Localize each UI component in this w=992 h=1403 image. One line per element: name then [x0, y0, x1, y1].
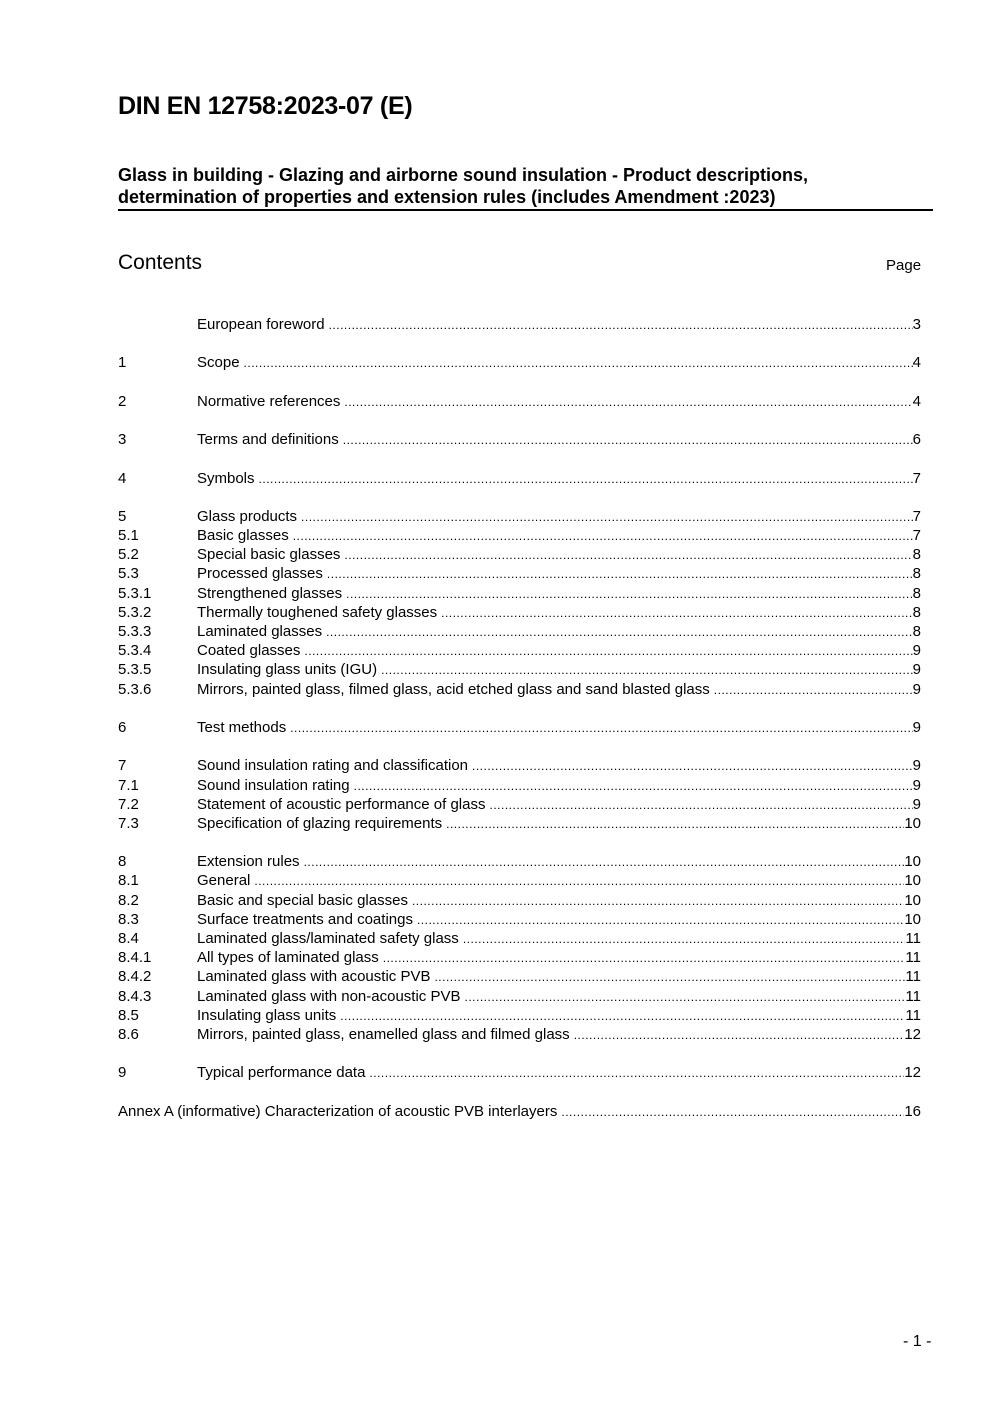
toc-entry-page: 3	[912, 316, 921, 333]
toc-entry[interactable]	[118, 527, 921, 546]
toc-entry-page: 6	[912, 431, 921, 449]
toc-entry-page: 7	[912, 527, 921, 545]
toc-entry-number: 5.3	[118, 565, 139, 583]
toc-entry[interactable]	[118, 1103, 921, 1122]
toc-leader-dots	[326, 625, 913, 639]
toc-entry-page: 9	[912, 776, 921, 794]
toc-leader-dots	[464, 990, 905, 1004]
toc-entry-page: 11	[905, 968, 921, 986]
toc-entry-label: Annex A (informative) Characterization of acoustic PVB interlayers	[118, 1102, 558, 1120]
toc-entry-label: Extension rules	[197, 853, 300, 871]
toc-entry-page: 16	[904, 1102, 921, 1120]
toc-leader-dots	[472, 759, 913, 773]
toc-entry-page: 8	[912, 584, 921, 602]
contents-heading: Contents	[118, 251, 203, 274]
toc-entry-number: 5.1	[118, 527, 139, 545]
page-number: - 1 -	[903, 1333, 932, 1350]
toc-entry-label: European foreword	[197, 316, 325, 333]
toc-entry[interactable]	[118, 757, 921, 776]
toc-entry-number: 5.3.3	[118, 623, 152, 640]
toc-entry-label: Scope	[197, 354, 240, 372]
toc-entry-label: Test methods	[197, 718, 287, 736]
toc-entry[interactable]	[118, 777, 921, 796]
toc-entry-label: Thermally toughened safety glasses	[197, 603, 438, 621]
toc-entry-number: 8.4.1	[118, 949, 152, 967]
toc-entry-page: 4	[912, 354, 921, 372]
toc-entry-label: Laminated glass/laminated safety glass	[197, 930, 459, 947]
document-title	[118, 164, 933, 211]
toc-entry-label: Symbols	[197, 469, 255, 487]
toc-entry-number: 7.3	[118, 814, 139, 832]
toc-entry-number: 5.3.6	[118, 680, 152, 698]
toc-leader-dots	[574, 1028, 905, 1042]
toc-entry-page: 9	[912, 680, 921, 698]
toc-entry-label: Coated glasses	[197, 642, 301, 660]
toc-leader-dots	[304, 644, 912, 658]
toc-leader-dots	[441, 606, 913, 620]
toc-entry-page: 9	[912, 718, 921, 736]
toc-entry-label: Statement of acoustic performance of glass	[197, 795, 486, 813]
toc-leader-dots	[463, 932, 906, 946]
toc-leader-dots	[327, 567, 913, 581]
toc-entry-page: 8	[912, 623, 921, 640]
toc-leader-dots	[293, 529, 913, 543]
toc-entry[interactable]	[118, 1026, 921, 1045]
toc-entry-number: 8.2	[118, 891, 139, 909]
toc-entry[interactable]	[118, 508, 921, 527]
toc-entry-page: 4	[912, 392, 921, 410]
toc-entry-number: 5	[118, 507, 127, 525]
toc-entry[interactable]	[118, 815, 921, 834]
toc-entry-number: 6	[118, 718, 127, 736]
toc-entry-page: 8	[912, 603, 921, 621]
toc-leader-dots	[369, 1066, 904, 1080]
toc-entry-number: 8.4.3	[118, 987, 152, 1005]
toc-entry-label: Glass products	[197, 507, 298, 525]
toc-leader-dots	[346, 587, 913, 601]
toc-entry[interactable]	[118, 872, 921, 891]
toc-entry-label: Sound insulation rating and classification	[197, 757, 469, 775]
toc-entry-label: Basic glasses	[197, 527, 289, 545]
toc-entry[interactable]	[118, 354, 921, 373]
document-title-line-1: Glass in building - Glazing and airborne sound insulation - Product descriptions,	[118, 165, 809, 185]
toc-entry-page: 7	[912, 469, 921, 487]
toc-entry[interactable]	[118, 585, 921, 604]
toc-entry[interactable]	[118, 892, 921, 911]
toc-entry-number: 8.3	[118, 910, 139, 928]
toc-entry-number: 8.4.2	[118, 968, 152, 986]
toc-entry[interactable]	[118, 1064, 921, 1083]
toc-leader-dots	[714, 683, 913, 697]
toc-entry-label: Basic and special basic glasses	[197, 891, 408, 909]
toc-entry-page: 11	[905, 1006, 921, 1024]
toc-entry-page: 8	[912, 546, 921, 564]
toc-entry-number: 8.1	[118, 872, 139, 890]
toc-entry-label: Laminated glass with non-acoustic PVB	[197, 987, 461, 1005]
toc-leader-dots	[343, 433, 913, 447]
toc-entry[interactable]	[118, 796, 921, 815]
toc-entry-number: 5.3.4	[118, 642, 152, 660]
toc-entry-number: 5.3.5	[118, 661, 152, 679]
toc-entry-label: Normative references	[197, 392, 341, 410]
toc-leader-dots	[304, 855, 905, 869]
toc-entry-page: 11	[905, 987, 921, 1005]
toc-entry-page: 9	[912, 795, 921, 813]
toc-entry-label: Processed glasses	[197, 565, 323, 583]
toc-entry-number: 1	[118, 354, 127, 372]
toc-entry-page: 9	[912, 757, 921, 775]
toc-entry[interactable]	[118, 565, 921, 584]
toc-entry-page: 7	[912, 507, 921, 525]
toc-leader-dots	[344, 548, 912, 562]
toc-entry-number: 9	[118, 1064, 127, 1082]
toc-entry[interactable]	[118, 470, 921, 489]
toc-entry[interactable]	[118, 604, 921, 623]
toc-leader-dots	[412, 894, 904, 908]
toc-entry-page: 9	[912, 661, 921, 679]
toc-entry-label: Strengthened glasses	[197, 584, 343, 602]
toc-entry-number: 5.3.2	[118, 603, 152, 621]
toc-entry[interactable]	[118, 623, 921, 642]
toc-leader-dots	[290, 721, 912, 735]
toc-entry-number: 8.5	[118, 1006, 139, 1024]
toc-entry-page: 11	[905, 949, 921, 967]
toc-entry-page: 8	[912, 565, 921, 583]
toc-entry-page: 10	[904, 910, 921, 928]
toc-entry[interactable]	[118, 393, 921, 412]
page-column-label: Page	[886, 257, 922, 274]
toc-entry[interactable]	[118, 988, 921, 1007]
toc-entry-number: 5.3.1	[118, 584, 152, 602]
toc-entry-label: Typical performance data	[197, 1064, 366, 1082]
toc-entry-page: 10	[904, 853, 921, 871]
toc-entry-number: 8.6	[118, 1025, 139, 1043]
table-of-contents	[118, 316, 921, 1122]
toc-leader-dots	[259, 472, 913, 486]
toc-leader-dots	[340, 1009, 905, 1023]
toc-entry[interactable]	[118, 316, 921, 335]
toc-entry[interactable]	[118, 431, 921, 450]
toc-leader-dots	[381, 663, 913, 677]
toc-entry-label: General	[197, 872, 251, 890]
toc-entry-label: Specification of glazing requirements	[197, 814, 443, 832]
toc-leader-dots	[417, 913, 904, 927]
toc-entry-number: 7.2	[118, 795, 139, 813]
toc-entry-number: 8.4	[118, 930, 139, 947]
toc-entry-page: 10	[904, 814, 921, 832]
toc-entry[interactable]	[118, 911, 921, 930]
document-title-line-2: determination of properties and extension rules (includes Amendment :2023)	[118, 187, 776, 207]
toc-entry-label: Laminated glasses	[197, 623, 323, 640]
toc-leader-dots	[354, 779, 913, 793]
toc-entry[interactable]	[118, 968, 921, 987]
toc-leader-dots	[446, 817, 904, 831]
toc-leader-dots	[329, 318, 913, 332]
toc-entry[interactable]	[118, 853, 921, 872]
toc-entry-number: 5.2	[118, 546, 139, 564]
toc-entry-page: 12	[904, 1025, 921, 1043]
toc-leader-dots	[383, 951, 906, 965]
toc-entry-label: Terms and definitions	[197, 431, 339, 449]
toc-entry-page: 9	[912, 642, 921, 660]
toc-entry-number: 2	[118, 392, 127, 410]
toc-leader-dots	[434, 970, 905, 984]
toc-entry-number: 3	[118, 431, 127, 449]
document-code: DIN EN 12758:2023-07 (E)	[118, 92, 413, 120]
toc-leader-dots	[244, 356, 913, 370]
toc-leader-dots	[561, 1105, 904, 1119]
toc-entry-page: 10	[904, 891, 921, 909]
toc-entry[interactable]	[118, 642, 921, 661]
toc-entry[interactable]	[118, 661, 921, 680]
toc-entry-label: All types of laminated glass	[197, 949, 379, 967]
toc-entry-label: Laminated glass with acoustic PVB	[197, 968, 431, 986]
toc-leader-dots	[489, 798, 912, 812]
toc-entry[interactable]	[118, 681, 921, 700]
toc-entry-label: Sound insulation rating	[197, 776, 350, 794]
toc-entry-page: 12	[904, 1064, 921, 1082]
toc-entry-label: Special basic glasses	[197, 546, 341, 564]
toc-entry[interactable]	[118, 719, 921, 738]
toc-entry[interactable]	[118, 1007, 921, 1026]
toc-entry[interactable]	[118, 546, 921, 565]
toc-entry-number: 8	[118, 853, 127, 871]
toc-leader-dots	[301, 510, 913, 524]
toc-leader-dots	[344, 395, 912, 409]
toc-entry-page: 11	[905, 930, 921, 947]
toc-entry-label: Mirrors, painted glass, filmed glass, acid etched glass and sand blasted glass	[197, 680, 710, 698]
toc-entry-label: Insulating glass units	[197, 1006, 337, 1024]
toc-entry-number: 7	[118, 757, 127, 775]
toc-entry-label: Surface treatments and coatings	[197, 910, 413, 928]
toc-entry-number: 7.1	[118, 776, 139, 794]
toc-entry[interactable]	[118, 930, 921, 949]
toc-entry[interactable]	[118, 949, 921, 968]
toc-entry-label: Insulating glass units (IGU)	[197, 661, 378, 679]
toc-entry-number: 4	[118, 469, 127, 487]
toc-entry-page: 10	[904, 872, 921, 890]
toc-entry-label: Mirrors, painted glass, enamelled glass and filmed glass	[197, 1025, 570, 1043]
toc-leader-dots	[254, 874, 904, 888]
